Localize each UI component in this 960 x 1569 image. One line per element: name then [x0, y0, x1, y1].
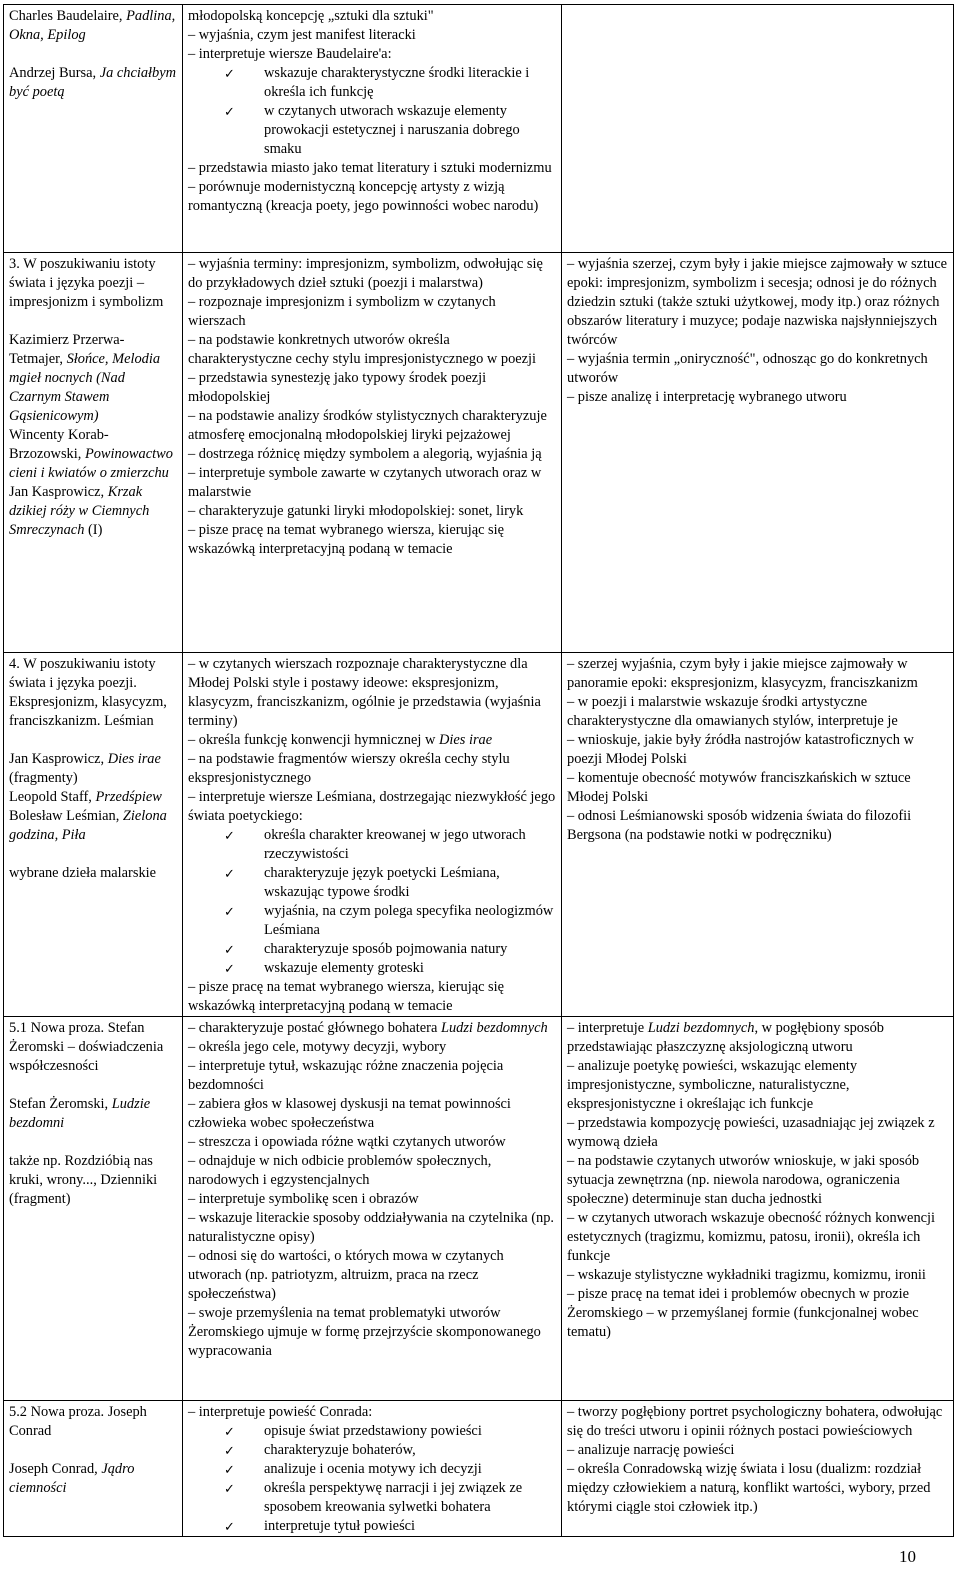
work-title: Słońce, Melodia mgieł nocnych (Nad Czarnym Stawem Gąsienicowym) — [9, 351, 161, 424]
requirement-item: – wnioskuje, jakie były źródła nastrojów katastroficznych w poezji Młodej Polski — [567, 732, 914, 767]
topic-text: Andrzej Bursa, — [9, 65, 100, 81]
requirement-item: – na podstawie fragmentów wierszy określa cechy stylu ekspresjonistycznego — [188, 751, 510, 786]
checklist-text: wyjaśnia, na czym polega specyfika neologizmów Leśmiana — [264, 903, 554, 938]
table-row — [4, 1017, 954, 1401]
page-number: 10 — [899, 1547, 916, 1566]
extended-requirements-cell — [562, 653, 954, 1017]
check-icon: ✓ — [224, 942, 235, 957]
check-icon: ✓ — [224, 828, 235, 843]
check-icon: ✓ — [224, 1424, 235, 1439]
requirement-item: – wyjaśnia szerzej, czym były i jakie miejsce zajmowały w sztuce epoki: impresjonizm, symbolizm i secesja; odnosi je do różnych dziedzin sztuki (także sztuki użytkowej, mody itp.) oraz różnych obszarów literatury i muzyce; podaje nazwiska najsłynniejszych twórców — [567, 256, 948, 348]
requirement-item: – szerzej wyjaśnia, czym były i jakie miejsce zajmowały w panoramie epoki: ekspresjonizm, klasycyzm, franciszkanizm — [567, 656, 918, 691]
topic-cell — [4, 1017, 183, 1401]
topic-text: Wincenty Korab-Brzozowski, — [9, 427, 109, 462]
requirement-item: – wyjaśnia terminy: impresjonizm, symbolizm, odwołując się do przykładowych dzieł sztuki (poezji i malarstwa) — [188, 256, 543, 291]
topic-text: także np. — [9, 1153, 65, 1169]
checklist-item — [188, 1422, 556, 1441]
check-icon: ✓ — [224, 904, 235, 919]
curriculum-body — [4, 5, 954, 1537]
checklist-item — [188, 826, 556, 864]
requirement-text: – charakteryzuje postać głównego bohatera — [188, 1020, 441, 1036]
requirement-item: – na podstawie analizy środków stylistycznych charakteryzuje atmosferę emocjonalną młodopolskiej liryki pejzażowej — [188, 408, 547, 443]
work-title: Dies irae — [438, 732, 493, 748]
requirement-item: – odnosi Leśmianowski sposób widzenia świata do filozofii Bergsona (na podstawie notki w podręczniku) — [567, 808, 912, 843]
requirement-item: – interpretuje symbolikę scen i obrazów — [188, 1191, 419, 1207]
extended-requirements-cell — [562, 5, 954, 253]
requirement-item: – interpretuje tytuł, wskazując różne znaczenia pojęcia bezdomności — [188, 1058, 504, 1093]
basic-requirements-cell — [183, 653, 562, 1017]
work-title: Ludzi bezdomnych — [440, 1020, 548, 1036]
topic-text: (fragmenty) — [9, 770, 78, 786]
extended-requirements-cell — [562, 1401, 954, 1537]
requirement-item: – przedstawia miasto jako temat literatury i sztuki modernizmu — [188, 160, 552, 176]
work-title: Powinowactwo cieni i kwiatów o zmierzchu — [9, 446, 173, 481]
requirement-item: – analizuje narrację powieści — [567, 1442, 735, 1458]
basic-requirements-cell — [183, 5, 562, 253]
requirement-item: – pisze pracę na temat wybranego wiersza, kierując się wskazówką interpretacyjną podaną w temacie — [188, 522, 505, 557]
table-row — [4, 1401, 954, 1537]
requirement-item: – swoje przemyślenia na temat problematyki utworów Żeromskiego ujmuje w formę przejrzyście skomponowanego wypracowania — [188, 1305, 541, 1359]
topic-text: Leopold Staff, — [9, 789, 96, 805]
checklist-item — [188, 1441, 556, 1460]
checklist-item — [188, 1479, 556, 1517]
topic-cell — [4, 653, 183, 1017]
checklist-text: interpretuje tytuł powieści — [264, 1518, 416, 1534]
requirement-text: – interpretuje — [567, 1020, 648, 1036]
requirement-item: – w czytanych utworach wskazuje obecność różnych konwencji estetycznych (tragizmu, komizmu, patosu, ironii), określa ich funkcje — [567, 1210, 936, 1264]
work-title: Ludzie bezdomni — [9, 1096, 151, 1131]
checklist-item — [188, 940, 556, 959]
requirement-item: – zabiera głos w klasowej dyskusji na temat powinności człowieka wobec społeczeństwa — [188, 1096, 511, 1131]
check-icon: ✓ — [224, 1519, 235, 1534]
requirement-item: – pisze analizę i interpretację wybranego utworu — [567, 389, 847, 405]
requirement-item: – pisze pracę na temat idei i problemów obecnych w prozie Żeromskiego – w przemyślanej formie (funkcjonalnej wobec tematu) — [567, 1286, 919, 1340]
requirement-item: – wyjaśnia termin „oniryczność", odnosząc go do konkretnych utworów — [567, 351, 928, 386]
topic-text: Rozdzióbią nas kruki, wrony..., Dzienniki — [9, 1153, 158, 1188]
check-icon: ✓ — [224, 1443, 235, 1458]
extended-requirements-cell — [562, 253, 954, 653]
requirement-item: – tworzy pogłębiony portret psychologiczny bohatera, odwołując się do treści utworu i opinii różnych postaci powieściowych — [567, 1404, 943, 1439]
checklist-text: określa charakter kreowanej w jego utworach rzeczywistości — [264, 827, 526, 862]
check-icon: ✓ — [224, 1462, 235, 1477]
checklist-item — [188, 959, 556, 978]
requirement-item: – analizuje poetykę powieści, wskazując elementy impresjonistyczne, symboliczne, naturalistyczne, ekspresjonistyczne i określając ich funkcje — [567, 1058, 858, 1112]
checklist-text: wskazuje elementy groteski — [264, 960, 424, 976]
requirement-item: – interpretuje symbole zawarte w czytanych utworach oraz w malarstwie — [188, 465, 542, 500]
table-row — [4, 653, 954, 1017]
extended-requirements-cell — [562, 1017, 954, 1401]
work-title: Ludzi bezdomnych — [647, 1020, 755, 1036]
requirement-item — [188, 731, 556, 750]
checklist-text: określa perspektywę narracji i jej związek ze sposobem kreowania sylwetki bohatera — [264, 1480, 523, 1515]
topic-text: Bolesław Leśmian, — [9, 808, 123, 824]
table-row — [4, 253, 954, 653]
requirement-item: – rozpoznaje impresjonizm i symbolizm w czytanych wierszach — [188, 294, 496, 329]
topic-text: Jan Kasprowicz, — [9, 484, 108, 500]
requirement-item: – na podstawie czytanych utworów wnioskuje, w jaki sposób sytuacja zewnętrzna (np. niewola narodowa, ograniczenia społeczne) determinuje stan ducha jednostki — [567, 1153, 920, 1207]
requirement-item: – dostrzega różnicę między symbolem a alegorią, wyjaśnia ją — [188, 446, 542, 462]
work-title: Jądro ciemności — [9, 1461, 135, 1496]
requirement-item: – charakteryzuje gatunki liryki młodopolskiej: sonet, liryk — [188, 503, 524, 519]
topic-text: 4. W poszukiwaniu istoty świata i języka poezji. Ekspresjonizm, klasycyzm, franciszkanizm. Leśmian — [9, 656, 167, 729]
topic-text: Charles Baudelaire, — [9, 8, 127, 24]
checklist-text: opisuje świat przedstawiony powieści — [264, 1423, 482, 1439]
requirement-item: – określa Conradowską wizję świata i losu (dualizm: rozdział między człowiekiem a naturą, konflikt wartości, wybory, przed którymi ciągle stoi człowiek itp.) — [567, 1461, 931, 1515]
curriculum-table — [3, 4, 954, 1537]
checklist-text: charakteryzuje sposób pojmowania natury — [264, 941, 508, 957]
requirement-item — [188, 1019, 556, 1038]
topic-text: wybrane dzieła malarskie — [9, 865, 157, 881]
check-icon: ✓ — [224, 961, 235, 976]
topic-text: 5.2 Nowa proza. Joseph Conrad — [9, 1404, 147, 1439]
requirement-text: – określa funkcję konwencji hymnicznej w — [188, 732, 439, 748]
basic-requirements-cell — [183, 253, 562, 653]
topic-cell — [4, 5, 183, 253]
topic-text: (I) — [84, 522, 103, 538]
topic-text: 3. W poszukiwaniu istoty świata i języka poezji – impresjonizm i symbolizm — [9, 256, 164, 310]
basic-requirements-cell — [183, 1017, 562, 1401]
requirement-item: – określa jego cele, motywy decyzji, wybory — [188, 1039, 447, 1055]
requirement-item: – pisze pracę na temat wybranego wiersza, kierując się wskazówką interpretacyjną podaną w temacie — [188, 979, 505, 1014]
requirement-item: – odnajduje w nich odbicie problemów społecznych, narodowych i egzystencjalnych — [188, 1153, 492, 1188]
requirement-item: – porównuje modernistyczną koncepcję artysty z wizją romantyczną (kreacja poety, jego powinności wobec narodu) — [188, 179, 539, 214]
checklist-item — [188, 1460, 556, 1479]
checklist-text: w czytanych utworach wskazuje elementy prowokacji estetycznej i naruszania dobrego smaku — [264, 103, 520, 157]
table-row — [4, 5, 954, 253]
requirement-item: – wskazuje stylistyczne wykładniki tragizmu, komizmu, ironii — [567, 1267, 926, 1283]
requirement-item — [567, 1019, 948, 1057]
checklist-text: charakteryzuje bohaterów, — [264, 1442, 416, 1458]
requirement-item: młodopolską koncepcję „sztuki dla sztuki" — [188, 8, 434, 24]
checklist-item — [188, 864, 556, 902]
requirement-item: – streszcza i opowiada różne wątki czytanych utworów — [188, 1134, 506, 1150]
checklist-text: analizuje i ocenia motywy ich decyzji — [264, 1461, 482, 1477]
checklist-item — [188, 1517, 556, 1536]
requirement-item: – interpretuje wiersze Leśmiana, dostrzegając niezwykłość jego świata poetyckiego: — [188, 789, 556, 824]
requirement-item: – w czytanych wierszach rozpoznaje charakterystyczne dla Młodej Polski style i postawy ideowe: ekspresjonizm, klasycyzm, franciszkanizm, ogólnie je przedstawia (wyjaśnia terminy) — [188, 656, 541, 729]
checklist-item — [188, 102, 556, 159]
topic-cell — [4, 253, 183, 653]
checklist-text: charakteryzuje język poetycki Leśmiana, wskazując typowe środki — [264, 865, 500, 900]
work-title: Krzak dzikiej róży w Ciemnych Smreczynach — [9, 484, 150, 538]
requirement-item: – na podstawie konkretnych utworów określa charakterystyczne cechy stylu impresjonistycznego w poezji — [188, 332, 537, 367]
topic-text: Kazimierz Przerwa-Tetmajer, — [9, 332, 125, 367]
requirement-item: – odnosi się do wartości, o których mowa w czytanych utworach (np. patriotyzm, altruizm, praca na rzecz społeczeństwa) — [188, 1248, 504, 1302]
check-icon: ✓ — [224, 104, 235, 119]
work-title: Przedśpiew — [95, 789, 162, 805]
checklist-item — [188, 64, 556, 102]
requirement-item: – wyjaśnia, czym jest manifest literacki — [188, 27, 416, 43]
work-title: Dies irae — [107, 751, 161, 767]
topic-text: (fragment) — [9, 1191, 71, 1207]
topic-text: Stefan Żeromski, — [9, 1096, 112, 1112]
check-icon: ✓ — [224, 866, 235, 881]
requirement-text: , w pogłębiony sposób przedstawiając płaszczyznę aksjologiczną utworu — [567, 1020, 884, 1055]
requirement-item: – interpretuje wiersze Baudelaire'a: — [188, 46, 392, 62]
check-icon: ✓ — [224, 66, 235, 81]
basic-requirements-cell — [183, 1401, 562, 1537]
work-title: Padlina, Okna, Epilog — [9, 8, 176, 43]
work-title: Ja chciałbym być poetą — [9, 65, 177, 100]
topic-cell — [4, 1401, 183, 1537]
topic-text: 5.1 Nowa proza. Stefan Żeromski – doświadczenia współczesności — [9, 1020, 164, 1074]
requirement-item: – w poezji i malarstwie wskazuje środki artystyczne charakterystyczne dla omawianych stylów, interpretuje je — [567, 694, 898, 729]
requirement-item: – przedstawia synestezję jako typowy środek poezji młodopolskiej — [188, 370, 487, 405]
check-icon: ✓ — [224, 1481, 235, 1496]
topic-text: Joseph Conrad, — [9, 1461, 102, 1477]
requirement-item: – przedstawia kompozycję powieści, uzasadniając jej związek z wymową dzieła — [567, 1115, 935, 1150]
requirement-item: – interpretuje powieść Conrada: — [188, 1404, 373, 1420]
requirement-item: – wskazuje literackie sposoby oddziaływania na czytelnika (np. naturalistyczne opisy) — [188, 1210, 555, 1245]
checklist-text: wskazuje charakterystyczne środki literackie i określa ich funkcję — [264, 65, 530, 100]
topic-text: Jan Kasprowicz, — [9, 751, 108, 767]
requirement-item: – komentuje obecność motywów franciszkańskich w sztuce Młodej Polski — [567, 770, 911, 805]
work-title: Zielona godzina, Piła — [9, 808, 167, 843]
checklist-item — [188, 902, 556, 940]
